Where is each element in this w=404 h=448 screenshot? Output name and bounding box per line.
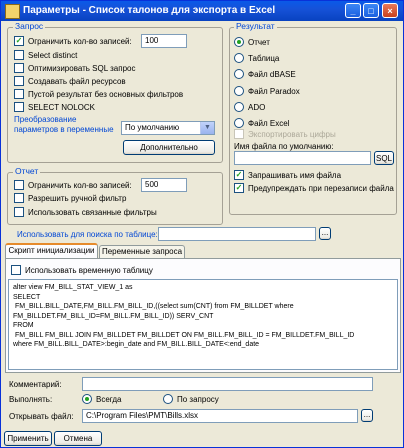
search-table-browse-button[interactable]: ... (319, 227, 331, 240)
title-bar[interactable] (1, 1, 403, 21)
default-filename-input[interactable] (234, 151, 371, 165)
transform-label-2: параметров в переменные (14, 125, 114, 134)
export-numbers-checkbox[interactable]: Экспортировать цифры (234, 129, 336, 139)
open-file-browse-button[interactable]: ... (361, 409, 373, 422)
result-radio-table[interactable]: Таблица (234, 53, 279, 63)
execute-label: Выполнять: (9, 395, 53, 404)
execute-on-request-radio[interactable]: По запросу (163, 394, 219, 404)
report-limit-checkbox[interactable]: Ограничить кол-во записей: (14, 180, 132, 190)
comment-label: Комментарий: (9, 380, 62, 389)
query-legend: Запрос (15, 21, 44, 31)
report-legend: Отчет (15, 166, 39, 176)
transform-select-value: По умолчанию (125, 123, 180, 132)
sql-button[interactable]: SQL (374, 151, 394, 165)
result-radio-excel[interactable]: Файл Excel (234, 118, 289, 128)
transform-label-1: Преобразование (14, 115, 77, 124)
manual-filter-checkbox[interactable]: Разрешить ручной фильтр (14, 193, 126, 203)
query-limit-checkbox[interactable]: ✓ Ограничить кол-во записей: (15, 36, 132, 46)
use-temp-table-checkbox[interactable]: Использовать временную таблицу (11, 265, 153, 275)
search-table-label: Использовать для поиска по таблице: (17, 230, 158, 239)
linked-filters-checkbox[interactable]: Использовать связанные фильтры (14, 207, 157, 217)
result-legend: Результат (236, 21, 275, 31)
optimize-sql-checkbox[interactable]: Оптимизировать SQL запрос (14, 63, 135, 73)
create-resource-file-checkbox[interactable]: Создавать файл ресурсов (14, 76, 126, 86)
empty-result-checkbox[interactable]: Пустой результат без основных фильтров (14, 89, 183, 99)
chevron-down-icon[interactable]: ▼ (200, 122, 214, 134)
open-file-input[interactable]: C:\Program Files\PMT\Bills.xlsx (82, 409, 358, 423)
result-radio-paradox[interactable]: Файл Paradox (234, 86, 300, 96)
cancel-button[interactable]: Отмена (54, 431, 102, 446)
open-file-label: Открывать файл: (9, 412, 74, 421)
transform-select[interactable] (121, 121, 215, 135)
warn-overwrite-checkbox[interactable]: ✓ Предупреждать при перезаписи файла (235, 183, 394, 193)
select-nolock-checkbox[interactable]: SELECT NOLOCK (14, 102, 95, 112)
result-radio-ado[interactable]: ADO (234, 102, 265, 112)
apply-button[interactable]: Применить (4, 431, 52, 446)
window-title: Параметры - Список талонов для экспорта в Excel (23, 5, 276, 16)
checkmark-icon: ✓ (235, 183, 243, 192)
result-radio-report[interactable]: Отчет (234, 37, 270, 47)
init-script-editor[interactable]: alter view FM_BILL_STAT_VIEW_1 as SELECT FM_BILL.BILL_DATE,FM_BILL.FM_BILL_ID,((select sum(CNT) from FM_BILLDET where FM_BILLDET.FM_BILL_ID=FM_BILL.FM_BILL_ID)) SERV_CNT FROM FM_BILL FM_BILL JOIN FM_BILLDET FM_BILLDET ON FM_BILL.FM_BILL_ID = FM_BILLDET.FM_BILL_ID where FM_BILL.BILL_DATE>:begin_date and FM_BILL.BILL_DATE<:end_date (8, 279, 398, 370)
default-filename-label: Имя файла по умолчанию: (234, 142, 334, 151)
ask-filename-checkbox[interactable]: ✓ Запрашивать имя файла (235, 170, 342, 180)
tab-query-variables[interactable]: Переменные запроса (99, 245, 185, 258)
query-limit-input[interactable]: 100 (141, 34, 187, 48)
comment-input[interactable] (82, 377, 373, 391)
minimize-button[interactable]: _ (345, 3, 361, 18)
checkmark-icon: ✓ (15, 36, 23, 45)
advanced-button[interactable]: Дополнительно (123, 140, 215, 155)
report-limit-input[interactable]: 500 (141, 178, 187, 192)
checkmark-icon: ✓ (235, 170, 243, 179)
execute-always-radio[interactable]: Всегда (82, 394, 121, 404)
select-distinct-checkbox[interactable]: Select distinct (14, 50, 77, 60)
search-table-input[interactable] (158, 227, 316, 241)
app-icon (5, 4, 20, 19)
tab-init-script[interactable]: Скрипт инициализации (5, 243, 98, 258)
close-button[interactable]: × (382, 3, 398, 18)
result-radio-dbase[interactable]: Файл dBASE (234, 69, 296, 79)
maximize-button[interactable]: □ (363, 3, 379, 18)
